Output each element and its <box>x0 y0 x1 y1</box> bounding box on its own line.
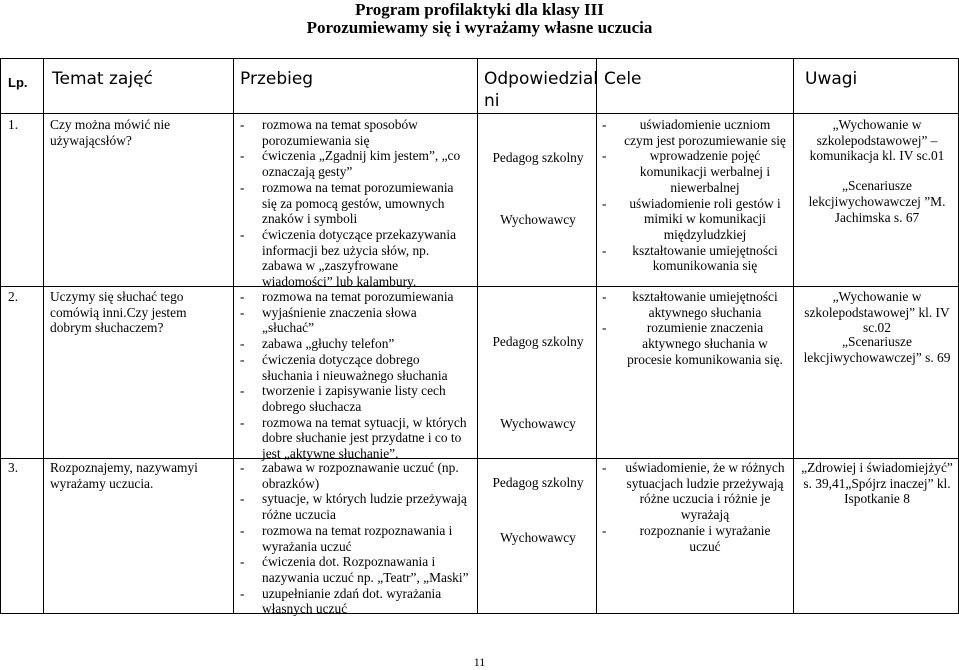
text-line: porozumiewania się <box>262 132 370 148</box>
bullet-dash: - <box>240 491 245 507</box>
col-border <box>43 58 44 614</box>
responsible-person: Wychowawcy <box>500 212 576 227</box>
goal-item <box>602 320 790 367</box>
text-line: procesie komunikowania się. <box>627 351 783 367</box>
document-subtitle: Porozumiewamy się i wyrażamy własne uczucia <box>306 18 653 37</box>
responsible-person: Wychowawcy <box>500 530 576 545</box>
note-reference <box>798 178 956 225</box>
note-reference <box>798 334 956 365</box>
text-line: spotkanie 8 <box>848 491 910 507</box>
goal-item <box>602 289 790 320</box>
text-line: uświadomienie, że w różnych <box>625 460 785 475</box>
responsible-person: Pedagog szkolny <box>492 475 584 490</box>
course-item-text <box>262 415 474 462</box>
header-notes: Uwagi <box>805 69 858 89</box>
bullet-dash: - <box>602 242 607 258</box>
text-line: Czy jestem dobrym słuchaczem? <box>50 304 187 336</box>
course-item-text <box>262 586 474 617</box>
course-item <box>240 491 474 522</box>
text-line: oznaczają gesty” <box>262 164 353 180</box>
bullet-dash: - <box>240 336 245 352</box>
bullet-dash: - <box>602 148 607 164</box>
program-title: Program profilaktyki dla klasy III <box>355 0 604 19</box>
text-line: Uczymy się słuchać tego co <box>50 289 184 320</box>
text-line: rozmowa na temat porozumiewania <box>262 289 454 304</box>
text-line: wychowawczej” s. 69 <box>833 350 951 366</box>
goal-item-text <box>620 148 790 195</box>
text-line: „Scenariusze lekcji <box>803 334 912 366</box>
course-item-text <box>262 460 474 491</box>
col-border <box>233 58 234 614</box>
course-item <box>240 227 474 290</box>
goal-item-text <box>620 320 790 367</box>
course-item <box>240 289 474 305</box>
goal-item-text <box>620 243 790 274</box>
goal-item-text <box>620 460 790 523</box>
text-line: aktywnego słuchania w <box>642 336 768 352</box>
text-line: podstawowej” – <box>850 132 938 148</box>
bullet-dash: - <box>602 195 607 211</box>
text-line: słuchania i nieuważnego słuchania <box>262 367 448 383</box>
row-number: 2. <box>8 289 19 304</box>
text-line: rozumienie znaczenia <box>646 320 764 336</box>
text-line: rozmowa na temat rozpoznawania i <box>262 522 453 538</box>
course-item <box>240 383 474 414</box>
note-reference <box>798 117 956 164</box>
text-line: wiadomości” lub kalambury. <box>262 274 417 289</box>
text-line: ćwiczenia dot. Rozpoznawania i <box>262 554 436 570</box>
table-bottom-border <box>0 613 959 614</box>
course-item <box>240 415 474 462</box>
text-line: uczuć <box>689 538 721 554</box>
course-item-text <box>262 383 474 414</box>
text-line: niewerbalnej <box>670 179 740 195</box>
goal-item <box>602 523 790 554</box>
text-line: Czy można mówić nie używając <box>50 117 171 148</box>
goal-item <box>602 117 790 148</box>
text-line: „Spójrz inaczej” kl. I <box>844 475 951 507</box>
responsible-person: Pedagog szkolny <box>492 150 584 165</box>
text-line: dobrego słuchacza <box>262 398 362 414</box>
course-item <box>240 554 474 585</box>
text-line: wyrażają <box>680 507 730 523</box>
text-line: komunikacja kl. IV sc.01 <box>809 148 945 164</box>
header-lp: Lp. <box>8 75 28 90</box>
text-line: zabawa „głuchy telefon” <box>262 336 395 352</box>
course-item-text <box>262 523 474 554</box>
responsible-person: Pedagog szkolny <box>492 334 584 349</box>
goal-item <box>602 196 790 243</box>
course-item <box>240 148 474 179</box>
topic-cell <box>50 117 230 148</box>
bullet-dash: - <box>240 522 245 538</box>
text-line: jest „aktywne słuchanie”. <box>262 446 399 461</box>
text-line: „Zdrowiej i świadomiej <box>801 460 929 475</box>
text-line: komunikowania się <box>652 258 758 274</box>
text-line: ćwiczenia „Zgadnij kim jestem”, „co <box>262 148 461 164</box>
bullet-dash: - <box>240 117 245 132</box>
text-line: wyjaśnienie znaczenia słowa <box>262 304 417 320</box>
text-line: rozpoznanie i wyrażanie <box>639 522 771 538</box>
header-topic: Temat zajęć <box>52 69 153 89</box>
text-line: ćwiczenia dotyczące dobrego <box>262 351 420 367</box>
bullet-dash: - <box>602 117 607 132</box>
text-line: rozmowa na temat sposobów <box>262 117 418 132</box>
course-item <box>240 180 474 227</box>
course-item-text <box>262 227 474 290</box>
text-line: międzyludzkiej <box>663 226 747 242</box>
header-course: Przebieg <box>240 69 314 89</box>
col-border <box>596 58 597 614</box>
goal-item-text <box>620 289 790 320</box>
goal-item <box>602 460 790 523</box>
text-line: sytuacje, w których ludzie przeżywają <box>262 491 467 507</box>
text-line: znaków i symboli <box>262 211 358 227</box>
text-line: Rozpoznajemy, nazywamy <box>50 460 195 475</box>
text-line: „Wychowanie w szkole <box>804 289 922 320</box>
text-line: sytuacjach ludzie przeżywają <box>626 475 784 491</box>
text-line: mimiki w komunikacji <box>644 211 766 227</box>
text-line: uświadomienie roli gestów i <box>629 195 781 211</box>
text-line: słów? <box>100 132 132 148</box>
header-bottom-border <box>0 113 959 114</box>
text-line: uświadomienie uczniom <box>639 117 771 132</box>
text-line: kształtowanie umiejętności <box>632 242 778 258</box>
text-line: rozmowa na temat sytuacji, w których <box>262 414 467 430</box>
row-divider <box>0 458 959 459</box>
course-item <box>240 523 474 554</box>
bullet-dash: - <box>602 320 607 336</box>
goal-item-text <box>620 117 790 148</box>
page-number: 11 <box>473 655 486 669</box>
bullet-dash: - <box>602 289 607 304</box>
col-border <box>0 58 1 614</box>
header-responsible: Odpowiedzial <box>484 69 599 89</box>
text-line: się za pomocą gestów, umownych <box>262 195 445 211</box>
note-reference <box>798 289 956 336</box>
bullet-dash: - <box>602 460 607 475</box>
row-number: 1. <box>8 117 19 132</box>
goal-item-text <box>620 523 790 554</box>
row-divider <box>0 286 959 287</box>
text-line: różne uczucia i różnie je <box>639 491 771 507</box>
bullet-dash: - <box>240 460 245 475</box>
text-line: M. Jachimska s. 67 <box>834 193 946 225</box>
text-line: wprowadzenie pojęć <box>649 148 761 164</box>
text-line: zabawa w „zaszyfrowane <box>262 258 399 274</box>
goal-item <box>602 148 790 195</box>
course-item <box>240 305 474 336</box>
bullet-dash: - <box>240 383 245 399</box>
text-line: wyrażania uczuć <box>262 538 352 554</box>
course-item-text <box>262 554 474 585</box>
text-line: nazywania uczuć np. „Teatr”, „Maski” <box>262 569 469 585</box>
course-item-text <box>262 491 474 522</box>
text-line: obrazków) <box>262 475 320 491</box>
text-line: tworzenie i zapisywanie listy cech <box>262 383 446 399</box>
col-border <box>477 58 478 614</box>
text-line: i wyrażamy uczucia. <box>50 460 198 491</box>
course-item-text <box>262 336 474 352</box>
bullet-dash: - <box>602 522 607 538</box>
text-line: własnych uczuć <box>262 601 348 617</box>
col-border <box>793 58 794 614</box>
text-line: aktywnego słuchania <box>648 304 762 320</box>
goal-item <box>602 243 790 274</box>
course-item-text <box>262 180 474 227</box>
note-reference <box>798 460 956 507</box>
text-line: podstawowej” kl. IV sc.02 <box>838 304 950 336</box>
text-line: komunikacji werbalnej i <box>639 164 771 180</box>
responsible-person: Wychowawcy <box>500 416 576 431</box>
goal-item-text <box>620 196 790 243</box>
course-item <box>240 586 474 617</box>
text-line: mówią inni. <box>62 304 127 320</box>
topic-cell <box>50 289 230 336</box>
bullet-dash: - <box>240 148 245 164</box>
text-line: czym jest porozumiewanie się <box>624 132 786 148</box>
text-line: rozmowa na temat porozumiewania <box>262 179 454 195</box>
table-top-border <box>0 58 959 59</box>
text-line: zabawa w rozpoznawanie uczuć (np. <box>262 460 459 475</box>
row-number: 3. <box>8 460 19 475</box>
text-line: informacji bez użycia słów, np. <box>262 242 430 258</box>
text-line: żyć” s. 39,41 <box>803 460 953 491</box>
bullet-dash: - <box>240 179 245 195</box>
text-line: kształtowanie umiejętności <box>632 289 778 304</box>
course-item <box>240 352 474 383</box>
bullet-dash: - <box>240 351 245 367</box>
bullet-dash: - <box>240 289 245 304</box>
course-item-text <box>262 117 474 148</box>
course-item-text <box>262 289 474 305</box>
text-line: „Scenariusze lekcji <box>808 178 912 209</box>
text-line: dobre słuchanie jest przydatne i co to <box>262 430 462 446</box>
header-goals: Cele <box>604 69 642 89</box>
text-line: „słuchać” <box>262 320 315 336</box>
course-item <box>240 336 474 352</box>
bullet-dash: - <box>240 414 245 430</box>
bullet-dash: - <box>240 554 245 570</box>
course-item-text <box>262 148 474 179</box>
text-line: uzupełnianie zdań dot. wyrażania <box>262 585 442 601</box>
course-item <box>240 117 474 148</box>
text-line: różne uczucia <box>262 507 336 523</box>
header-responsible-cont: ni <box>484 91 500 111</box>
course-item-text <box>262 305 474 336</box>
bullet-dash: - <box>240 226 245 242</box>
bullet-dash: - <box>240 585 245 601</box>
text-line: wychowawczej ” <box>838 193 931 209</box>
text-line: „Wychowanie w szkole <box>816 117 922 148</box>
course-item <box>240 460 474 491</box>
bullet-dash: - <box>240 304 245 320</box>
topic-cell <box>50 460 230 491</box>
course-item-text <box>262 352 474 383</box>
text-line: ćwiczenia dotyczące przekazywania <box>262 226 457 242</box>
